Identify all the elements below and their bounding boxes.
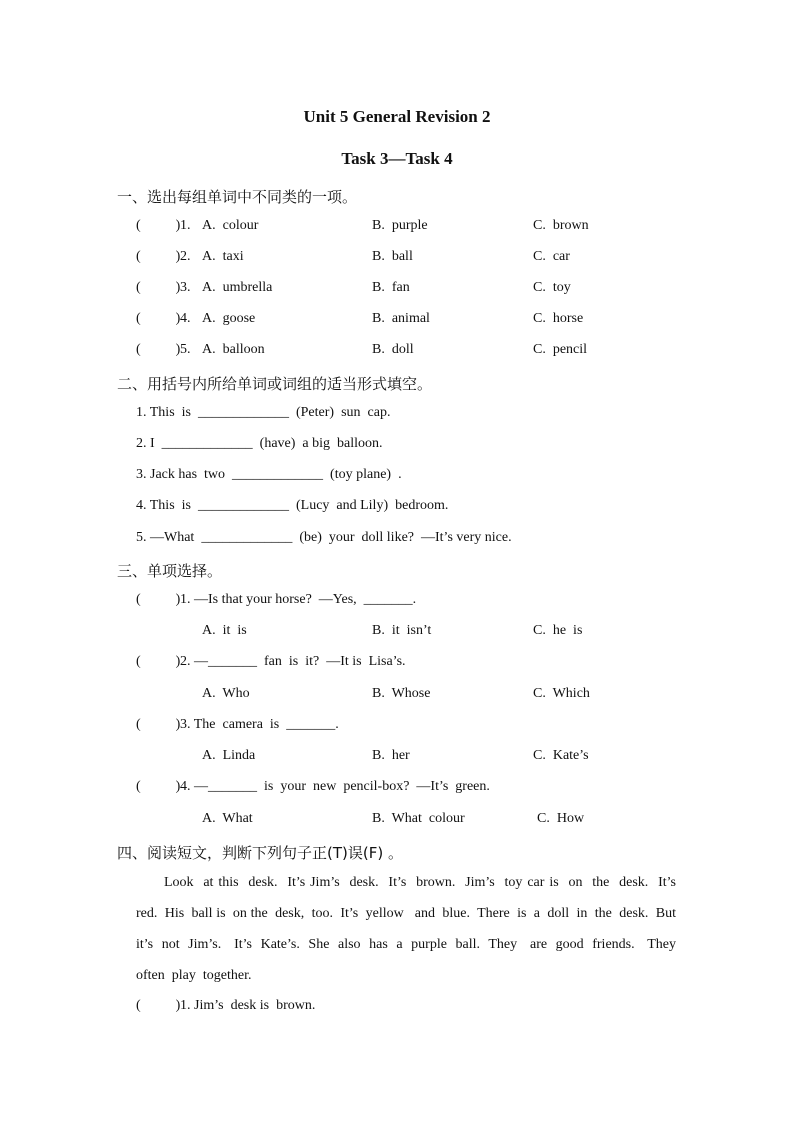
option-c: C. horse [533,311,584,326]
option-c: C. pencil [533,342,588,357]
answer-parens[interactable]: ( ) [136,654,181,669]
page-subtitle: Task 3—Task 4 [341,149,453,168]
option-a: A. balloon [202,342,265,357]
question-stem: 2. —_______ fan is it? —It is Lisa’s. [180,654,406,669]
question-row [0,998,794,1018]
answer-parens[interactable]: ( ) [136,998,181,1013]
option-c: C. How [537,811,585,826]
fill-blank-row [0,498,794,518]
question-row [0,218,794,238]
question-number: 1. [180,218,191,233]
answer-parens[interactable]: ( ) [136,717,181,732]
question-row [0,249,794,269]
question-row [0,311,794,331]
option-a: A. it is [202,623,247,638]
question-stem: 3. The camera is _______. [180,717,339,732]
fill-blank-question[interactable]: 5. —What _____________ (be) your doll like? —It’s very nice. [136,530,512,545]
fill-blank-question[interactable]: 2. I _____________ (have) a big balloon. [136,436,383,451]
section-heading-1: 一、选出每组单词中不同类的一项。 [117,188,358,206]
question-stem: 1. —Is that your horse? —Yes, _______. [180,592,417,607]
option-c: C. he is [533,623,583,638]
fill-blank-question[interactable]: 3. Jack has two _____________ (toy plane) . [136,467,402,482]
options-row [0,623,794,643]
answer-parens[interactable]: ( ) [136,249,181,264]
option-b: B. animal [372,311,430,326]
question-stem: 1. Jim’s desk is brown. [180,998,316,1013]
question-row [0,654,794,674]
option-a: A. goose [202,311,256,326]
passage-line: red. His ball is on the desk, too. It’s yellow and blue. There is a doll in the desk. But [136,906,676,921]
option-b: B. What colour [372,811,465,826]
option-a: A. What [202,811,253,826]
option-b: B. doll [372,342,414,357]
option-a: A. taxi [202,249,244,264]
answer-parens[interactable]: ( ) [136,280,181,295]
option-a: A. Linda [202,748,256,763]
question-stem: 4. —_______ is your new pencil-box? —It’s green. [180,779,490,794]
passage-line: often play together. [136,968,252,983]
fill-blank-row [0,436,794,456]
option-b: B. it isn’t [372,623,432,638]
reading-passage [136,867,676,991]
question-number: 4. [180,311,191,326]
question-row [0,717,794,737]
option-c: C. Which [533,686,590,701]
option-b: B. her [372,748,410,763]
page-title: Unit 5 General Revision 2 [303,107,491,126]
option-b: B. purple [372,218,428,233]
question-row [0,342,794,362]
passage-line: it’s not Jim’s. It’s Kate’s. She also has a purple ball. They are good friends. They [136,937,676,952]
option-c: C. car [533,249,570,264]
passage-line: Look at this desk. It’s Jim’s desk. It’s brown. Jim’s toy car is on the desk. It’s [164,875,676,890]
question-number: 3. [180,280,191,295]
option-b: B. fan [372,280,410,295]
question-row [0,280,794,300]
option-c: C. brown [533,218,589,233]
option-a: A. Who [202,686,250,701]
section-heading-3: 三、单项选择。 [117,562,223,580]
question-number: 2. [180,249,191,264]
answer-parens[interactable]: ( ) [136,592,181,607]
question-number: 5. [180,342,191,357]
fill-blank-question[interactable]: 1. This is _____________ (Peter) sun cap. [136,405,391,420]
options-row [0,686,794,706]
option-b: B. Whose [372,686,431,701]
option-c: C. toy [533,280,571,295]
section-heading-4: 四、阅读短文，判断下列句子正(T)误(F) 。 [117,844,403,862]
option-b: B. ball [372,249,413,264]
options-row [0,748,794,768]
answer-parens[interactable]: ( ) [136,218,181,233]
question-row [0,779,794,799]
answer-parens[interactable]: ( ) [136,311,181,326]
option-c: C. Kate’s [533,748,589,763]
fill-blank-row [0,467,794,487]
section-heading-2: 二、用括号内所给单词或词组的适当形式填空。 [117,375,433,393]
fill-blank-row [0,530,794,550]
fill-blank-question[interactable]: 4. This is _____________ (Lucy and Lily) bedroom. [136,498,449,513]
options-row [0,811,794,831]
fill-blank-row [0,405,794,425]
question-row [0,592,794,612]
option-a: A. umbrella [202,280,273,295]
answer-parens[interactable]: ( ) [136,779,181,794]
answer-parens[interactable]: ( ) [136,342,181,357]
option-a: A. colour [202,218,259,233]
